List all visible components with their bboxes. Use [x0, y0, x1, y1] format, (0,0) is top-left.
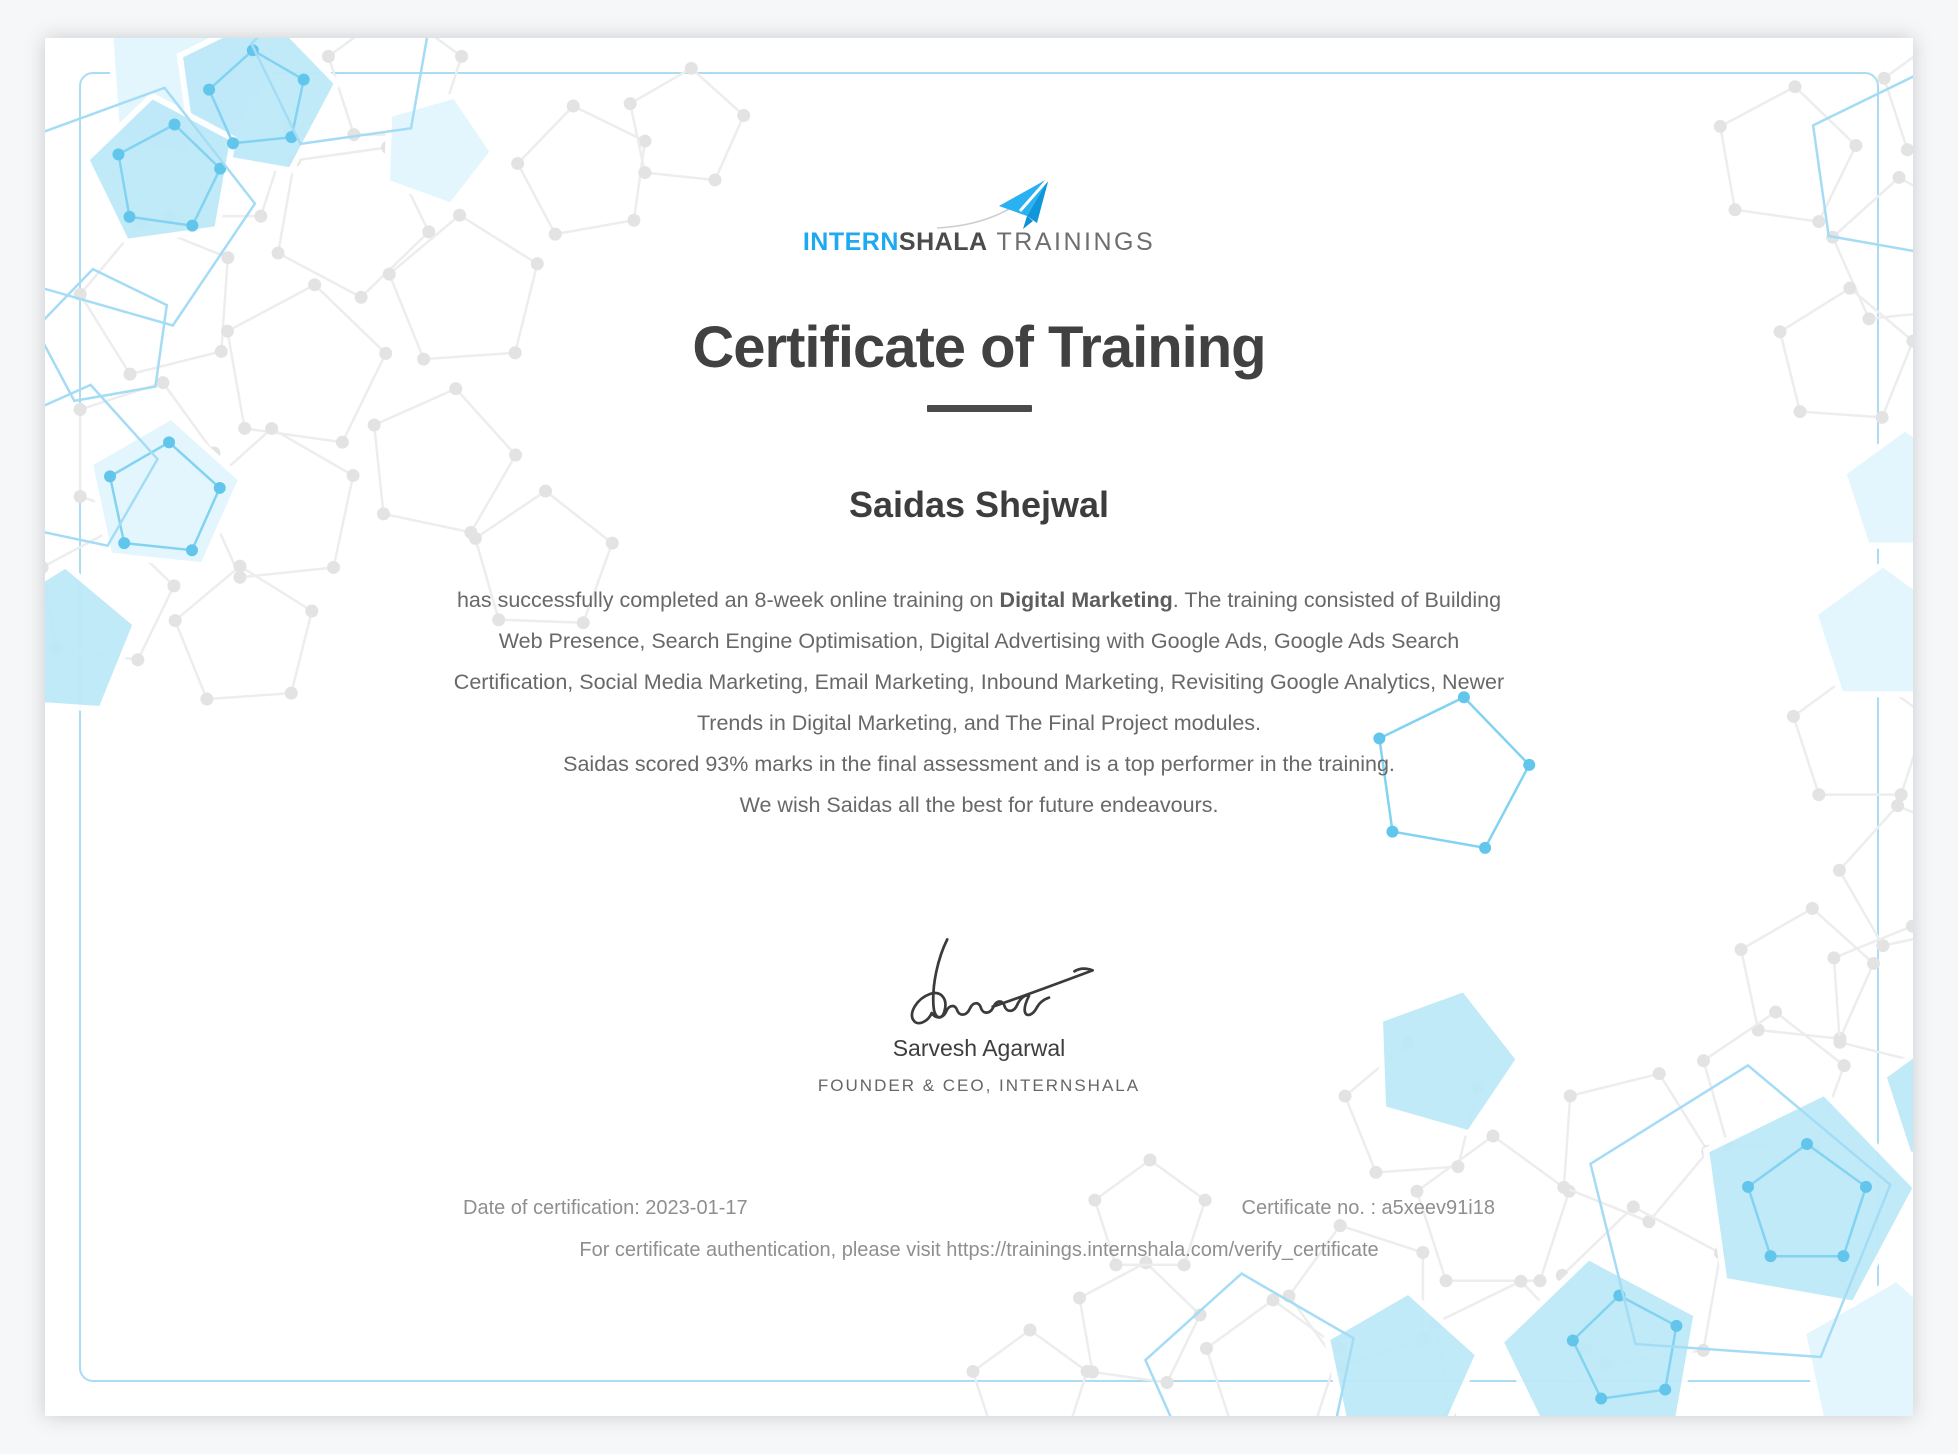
recipient-name: Saidas Shejwal — [848, 484, 1110, 525]
certificate-body — [45, 580, 1913, 826]
paper-plane-icon — [933, 176, 1053, 230]
body-line-6: We wish Saidas all the best for future endeavours. — [739, 793, 1219, 817]
body-line-3: Certification, Social Media Marketing, Email Marketing, Inbound Marketing, Revisiting Google Analytics, Newer — [453, 670, 1505, 694]
signature-image — [844, 934, 1114, 1034]
signatory-title: FOUNDER & CEO, INTERNSHALA — [817, 1076, 1141, 1095]
body-intro-suffix: . The training consisted of Building — [1172, 588, 1502, 612]
logo-part-trainings: TRAININGS — [996, 228, 1156, 256]
certificate-footer — [463, 1196, 1495, 1220]
certificate-number: Certificate no. : a5xeev91i18 — [1241, 1197, 1495, 1219]
logo-part-intern: INTERN — [802, 228, 899, 256]
body-line-2: Web Presence, Search Engine Optimisation, Digital Advertising with Google Ads, Google Ads Search — [498, 629, 1460, 653]
signatory-name: Sarvesh Agarwal — [892, 1035, 1066, 1061]
internshala-logo-text — [803, 228, 1155, 257]
body-line-1 — [45, 580, 1913, 621]
title-underline — [927, 405, 1032, 412]
body-line-4: Trends in Digital Marketing, and The Final Project modules. — [696, 711, 1262, 735]
course-name: Digital Marketing — [999, 588, 1173, 612]
logo-part-shala: SHALA — [898, 228, 988, 256]
verification-note: For certificate authentication, please visit https://trainings.internshala.com/verify_certificate — [579, 1239, 1379, 1261]
body-intro-prefix: has successfully completed an 8-week online training on — [456, 588, 1000, 612]
body-line-5: Saidas scored 93% marks in the final assessment and is a top performer in the training. — [563, 752, 1395, 776]
internshala-logo — [803, 176, 1155, 257]
date-of-certification: Date of certification: 2023-01-17 — [463, 1197, 748, 1219]
certificate-title: Certificate of Training — [692, 315, 1266, 380]
certificate-page — [45, 38, 1913, 1416]
certificate-content — [45, 38, 1913, 1416]
